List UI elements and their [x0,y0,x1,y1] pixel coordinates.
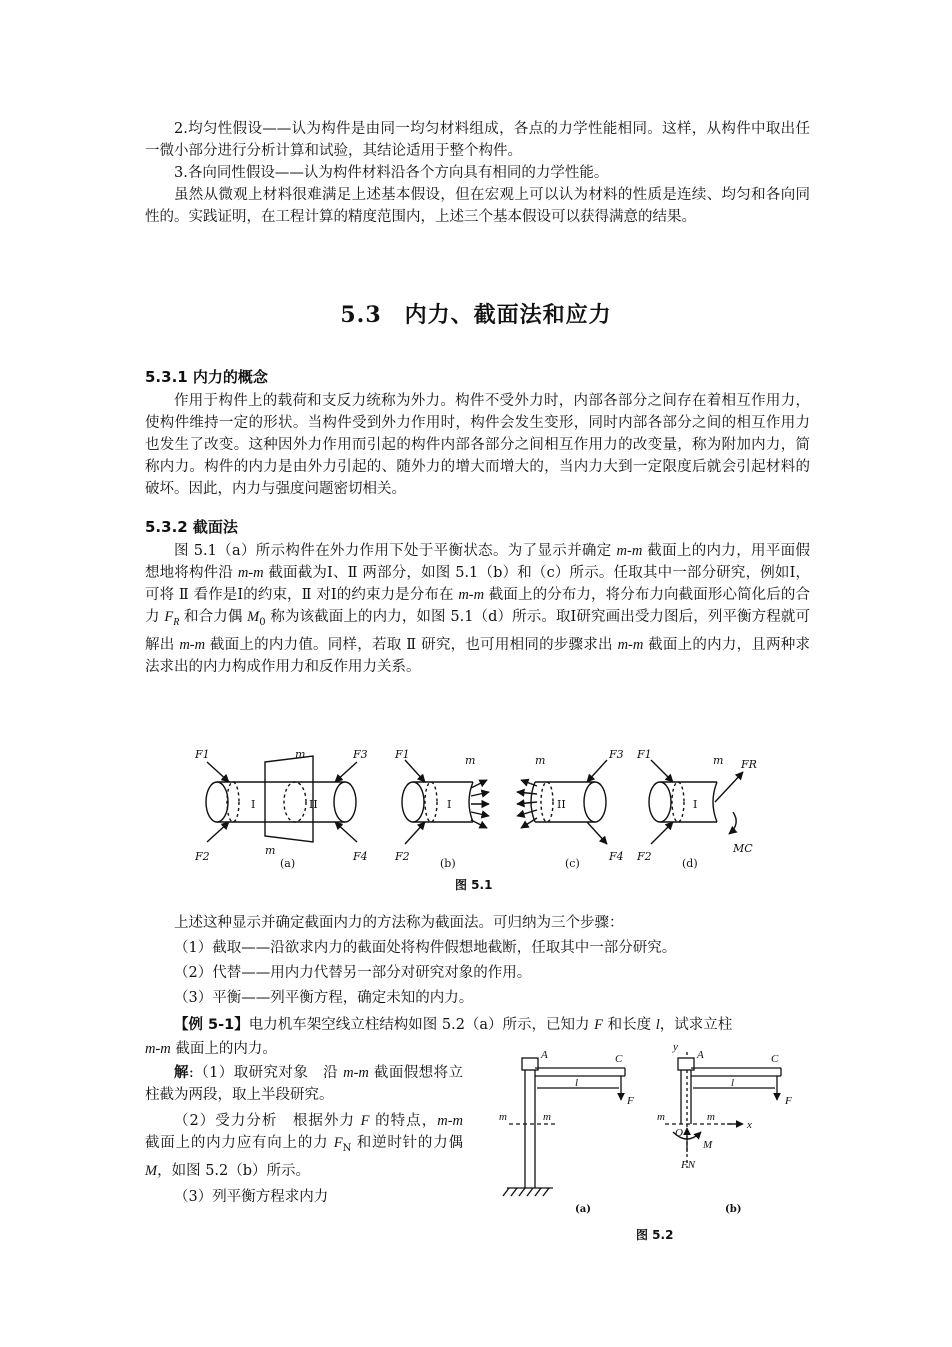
solution-step-1: 解:（1）取研究对象 沿 m-m 截面假想将立柱截为两段，取上半段研究。 [145,1065,464,1103]
fig52-label-o: O [675,1127,683,1139]
fig51-sub-label-b: (b) [440,857,456,870]
fig51-label-m-top: m [295,748,306,761]
figure-5-2-caption: 图 5.2 [636,1228,674,1242]
fig51-label-i-a: I [251,798,256,811]
fig51-label-m-bottom: m [265,844,276,857]
fig52-label-fn: FN [681,1159,696,1171]
fig51-label-f4: F4 [353,850,368,863]
fig52-label-m-left-a: m [499,1111,507,1123]
example-statement-line2: m-m 截面上的内力。 [145,1041,277,1057]
intro-paragraph-2: 3.各向同性假设——认为构件材料沿各个方向具有相同的力学性能。 [174,165,609,181]
figure-5-2-drawing [495,1040,815,1220]
intro-paragraph-1: 2.均匀性假设——认为构件是由同一均匀材料组成，各点的力学性能相同。这样，从构件中取出任一微小部分进行分析计算和试验，其结论适用于整个构件。 [145,121,810,159]
fig51-label-i-b: I [447,798,452,811]
fig52-sub-label-a: (a) [575,1204,591,1215]
intro-paragraph-3: 虽然从微观上材料很难满足上述基本假设，但在宏观上可以认为材料的性质是连续、均匀和各向同性的。实践证明，在工程计算的精度范围内，上述三个基本假设可以获得满意的结果。 [145,187,810,225]
fig51-label-f3: F3 [353,748,368,761]
fig52-label-x: x [747,1119,752,1131]
fig51-label-f2: F2 [195,850,210,863]
method-intro: 上述这种显示并确定截面内力的方法称为截面法。可归纳为三个步骤： [174,915,624,931]
figure-5-2 [495,1040,815,1220]
fig51-sub-label-a: (a) [280,857,296,870]
fig52-label-c-right: C [771,1053,779,1065]
fig52-label-m-moment: M [703,1139,713,1151]
fig51-label-ii-a: II [309,798,318,811]
fig52-label-m-left-b: m [657,1111,665,1123]
method-step-1: （1）截取——沿欲求内力的截面处将构件假想地截断，任取其中一部分研究。 [174,940,677,956]
figure-5-1 [195,742,760,872]
fig51-label-f1-b: F1 [395,748,410,761]
example-statement: 【例 5-1】电力机车架空线立柱结构如图 5.2（a）所示，已知力 F 和长度 l，试求立柱 [174,1017,733,1033]
fig52-label-l-right: l [731,1077,735,1089]
section-title: 5.3 内力、截面法和应力 [340,302,612,328]
subsection-heading-5-3-1: 5.3.1 内力的概念 [145,368,268,386]
fig51-label-f3-c: F3 [609,748,624,761]
fig52-label-m-right-b: m [707,1111,715,1123]
solution-step-3: （3）列平衡方程求内力 [174,1189,329,1205]
fig52-label-f-right: F [785,1095,792,1107]
subsection-body-5-3-2: 图 5.1（a）所示构件在外力作用下处于平衡状态。为了显示并确定 m-m 截面上的内力，用平面假想地将构件沿 m-m 截面截为Ⅰ、Ⅱ 两部分，如图 5.1（b）和（c）所示。任取其中一部分研究，例如Ⅰ，可将 Ⅱ 看作是Ⅰ的约束，Ⅱ 对Ⅰ的约束力是分布在 m-m 截面上的分布力，将分布力向截面形心简化后的合力 $F_R$ 和合力偶 $M_0$ 称为该截面上的内力，如图 5.1（d）所示。取Ⅰ研究画出受力图后，列平衡方程就可解出 m-m 截面上的内力值。同样，若取 Ⅱ 研究，也可用相同的步骤求出 m-m 截面上的内力，且两种求法求出的内力构成作用力和反作用力关系。 [145,543,811,675]
fig51-label-f1-d: F1 [637,748,652,761]
subsection-body-5-3-1: 作用于构件上的载荷和支反力统称为外力。构件不受外力时，内部各部分之间存在着相互作用力，使构件维持一定的形状。当构件受到外力作用时，构件会发生变形，同时内部各部分之间的相互作用力也发生了改变。这种因外力作用而引起的构件内部各部分之间相互作用力的改变量，称为附加内力，简称内力。构件的内力是由外力引起的、随外力的增大而增大的，当内力大到一定限度后就会引起材料的破坏。因此，内力与强度问题密切相关。 [145,393,810,497]
fig52-label-a-left: A [541,1049,548,1061]
fig51-sub-label-c: (c) [565,857,580,870]
fig51-label-mc: MC [733,842,753,855]
solution-step-2: （2）受力分析 根据外力 F 的特点，m-m 截面上的内力应有向上的力 $F_N$ 和逆时针的力偶 M，如图 5.2（b）所示。 [145,1113,464,1179]
fig51-label-m-c: m [535,754,546,767]
figure-5-1-drawing [195,742,760,872]
fig52-label-l-left: l [575,1077,579,1089]
fig52-label-y: y [673,1041,678,1053]
fig52-label-m-right-a: m [543,1111,551,1123]
fig51-label-f2-d: F2 [637,850,652,863]
fig52-sub-label-b: (b) [725,1204,742,1215]
method-step-2: （2）代替——用内力代替另一部分对研究对象的作用。 [174,965,532,981]
fig51-label-f2-b: F2 [395,850,410,863]
fig52-label-f-left: F [627,1095,634,1107]
fig51-label-i-d: I [693,798,698,811]
fig51-label-f1: F1 [195,748,210,761]
fig52-label-a-right: A [697,1049,704,1061]
fig51-label-f4-c: F4 [609,850,624,863]
fig51-label-m-b: m [465,754,476,767]
fig51-label-ii-c: II [557,798,566,811]
fig51-label-fr: FR [741,758,757,771]
fig51-sub-label-d: (d) [682,857,698,870]
figure-5-1-caption: 图 5.1 [455,878,493,892]
method-step-3: （3）平衡——列平衡方程，确定未知的内力。 [174,990,474,1006]
fig51-label-m-d: m [713,754,724,767]
subsection-heading-5-3-2: 5.3.2 截面法 [145,518,238,536]
fig52-label-c-left: C [615,1053,623,1065]
